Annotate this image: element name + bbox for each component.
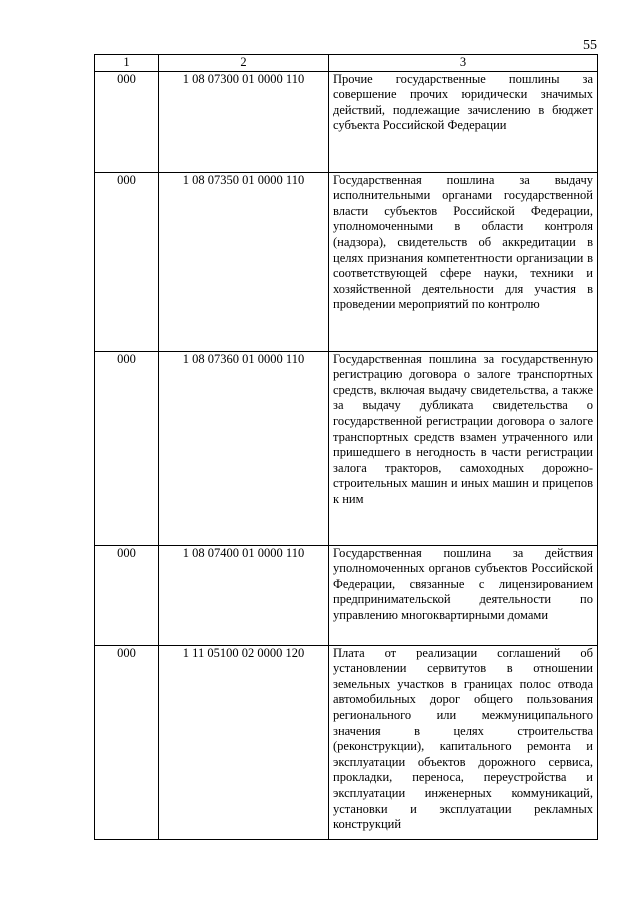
table-row <box>95 351 598 545</box>
revenue-description-cell: Государственная пошлина за выдачу исполнительными органами государственной власти субъектов Российской Федерации, уполномоченными в области контроля (надзора), свидетельств об аккредитации в целях признания компетентности организации в соответствующей сфере науки, техники и хозяйственной деятельности для участия в проведении мероприятий по контролю <box>329 172 598 351</box>
header-col-3: 3 <box>329 55 598 72</box>
header-col-2: 2 <box>159 55 329 72</box>
page-number: 55 <box>583 38 597 53</box>
admin-code-cell: 000 <box>95 172 159 351</box>
budget-code-cell: 1 08 07300 01 0000 110 <box>159 71 329 172</box>
table-row <box>95 545 598 645</box>
admin-code-cell: 000 <box>95 645 159 839</box>
budget-classification-table <box>94 54 598 840</box>
revenue-description-cell: Государственная пошлина за государственную регистрацию договора о залоге транспортных средств, включая выдачу свидетельства, а также за выдачу дубликата свидетельства о государственной регистрации договора о залоге транспортных средств взамен утраченного или пришедшего в негодность в части регистрации залога тракторов, самоходных дорожно-строительных машин и иных машин и прицепов к ним <box>329 351 598 545</box>
budget-code-cell: 1 08 07350 01 0000 110 <box>159 172 329 351</box>
table-row <box>95 172 598 351</box>
admin-code-cell: 000 <box>95 545 159 645</box>
table-row <box>95 71 598 172</box>
budget-code-cell: 1 08 07400 01 0000 110 <box>159 545 329 645</box>
budget-code-cell: 1 11 05100 02 0000 120 <box>159 645 329 839</box>
header-col-1: 1 <box>95 55 159 72</box>
budget-code-cell: 1 08 07360 01 0000 110 <box>159 351 329 545</box>
admin-code-cell: 000 <box>95 351 159 545</box>
table-row <box>95 645 598 839</box>
table-header-row <box>95 55 598 72</box>
revenue-description-cell: Плата от реализации соглашений об установлении сервитутов в отношении земельных участков в границах полос отвода автомобильных дорог общего пользования регионального или межмуниципального значения в целях строительства (реконструкции), капитального ремонта и эксплуатации объектов дорожного сервиса, прокладки, переноса, переустройства и эксплуатации инженерных коммуникаций, установки и эксплуатации рекламных конструкций <box>329 645 598 839</box>
revenue-description-cell: Государственная пошлина за действия уполномоченных органов субъектов Российской Федерации, связанные с лицензированием предпринимательской деятельности по управлению многоквартирными домами <box>329 545 598 645</box>
revenue-description-cell: Прочие государственные пошлины за совершение прочих юридически значимых действий, подлежащие зачислению в бюджет субъекта Российской Федерации <box>329 71 598 172</box>
admin-code-cell: 000 <box>95 71 159 172</box>
